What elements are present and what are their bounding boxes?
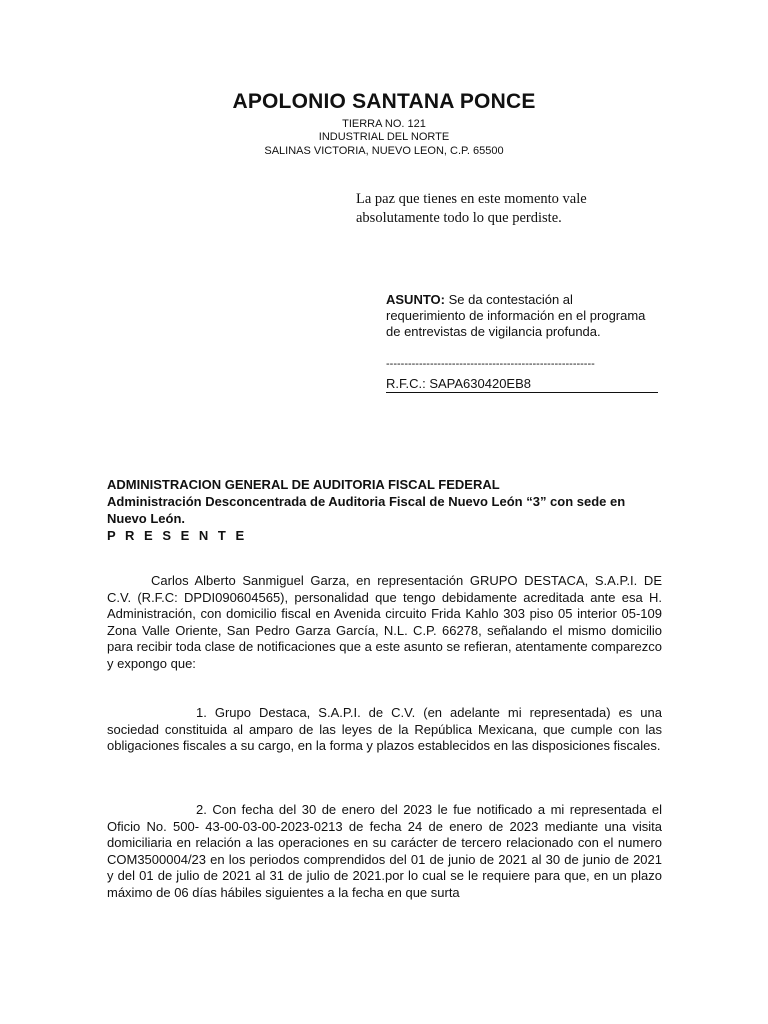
subject-block [386,292,651,340]
quote-text: La paz que tienes en este momento vale absolutamente todo lo que perdiste. [356,191,587,226]
subject-label: ASUNTO: [386,292,445,307]
subject-text: Se da contestación al requerimiento de información en el programa de entrevistas de vigilancia profunda. [386,292,646,339]
recipient-line-3: P R E S E N T E [107,528,248,543]
numbered-item-1: 1. Grupo Destaca, S.A.P.I. de C.V. (en adelante mi representada) es una sociedad constituida al amparo de las leyes de la República Mexicana, que cumple con las obligaciones fiscales a su cargo, en la forma y plazos establecidos en las disposiciones fiscales. [107,705,662,753]
recipient-block [107,476,662,544]
sender-name: APOLONIO SANTANA PONCE [232,90,536,113]
address-street: TIERRA NO. 121 [342,118,426,130]
rfc-line: R.F.C.: SAPA630420EB8 [386,375,658,393]
recipient-line-1: ADMINISTRACION GENERAL DE AUDITORIA FISCAL FEDERAL [107,477,500,492]
intro-paragraph: Carlos Alberto Sanmiguel Garza, en representación GRUPO DESTACA, S.A.P.I. DE C.V. (R.F.C: DPDI090604565), personalidad que tengo debidamente acreditada ante esa H. Administración, con domicilio fiscal en Avenida circuito Frida Kahlo 303 piso 05 interior 05-109 Zona Valle Oriente, San Pedro Garza García, N.L. C.P. 66278, señalando el mismo domicilio para recibir toda clase de notificaciones que a este asunto se refieran, atentamente comparezco y expongo que: [107,573,662,671]
address-city: SALINAS VICTORIA, NUEVO LEON, C.P. 65500 [264,145,504,157]
subject-separator: --------------------------------------------------------- [386,359,595,369]
numbered-item-2: 2. Con fecha del 30 de enero del 2023 le fue notificado a mi representada el Oficio No. 500- 43-00-03-00-2023-0213 de fecha 24 de enero de 2023 mediante una visita domiciliaria en relación a las operaciones en su carácter de tercero relacionado con el numero COM3500004/23 en los periodos comprendidos del 01 de junio de 2021 al 30 de junio de 2021 y del 01 de julio de 2021 al 31 de julio de 2021.por lo cual se le requiere para que, en un plazo máximo de 06 días hábiles siguientes a la fecha en que surta [107,802,662,900]
address-district: INDUSTRIAL DEL NORTE [318,131,450,143]
recipient-line-2: Administración Desconcentrada de Auditoria Fiscal de Nuevo León “3” con sede en Nuevo León. [107,494,626,526]
